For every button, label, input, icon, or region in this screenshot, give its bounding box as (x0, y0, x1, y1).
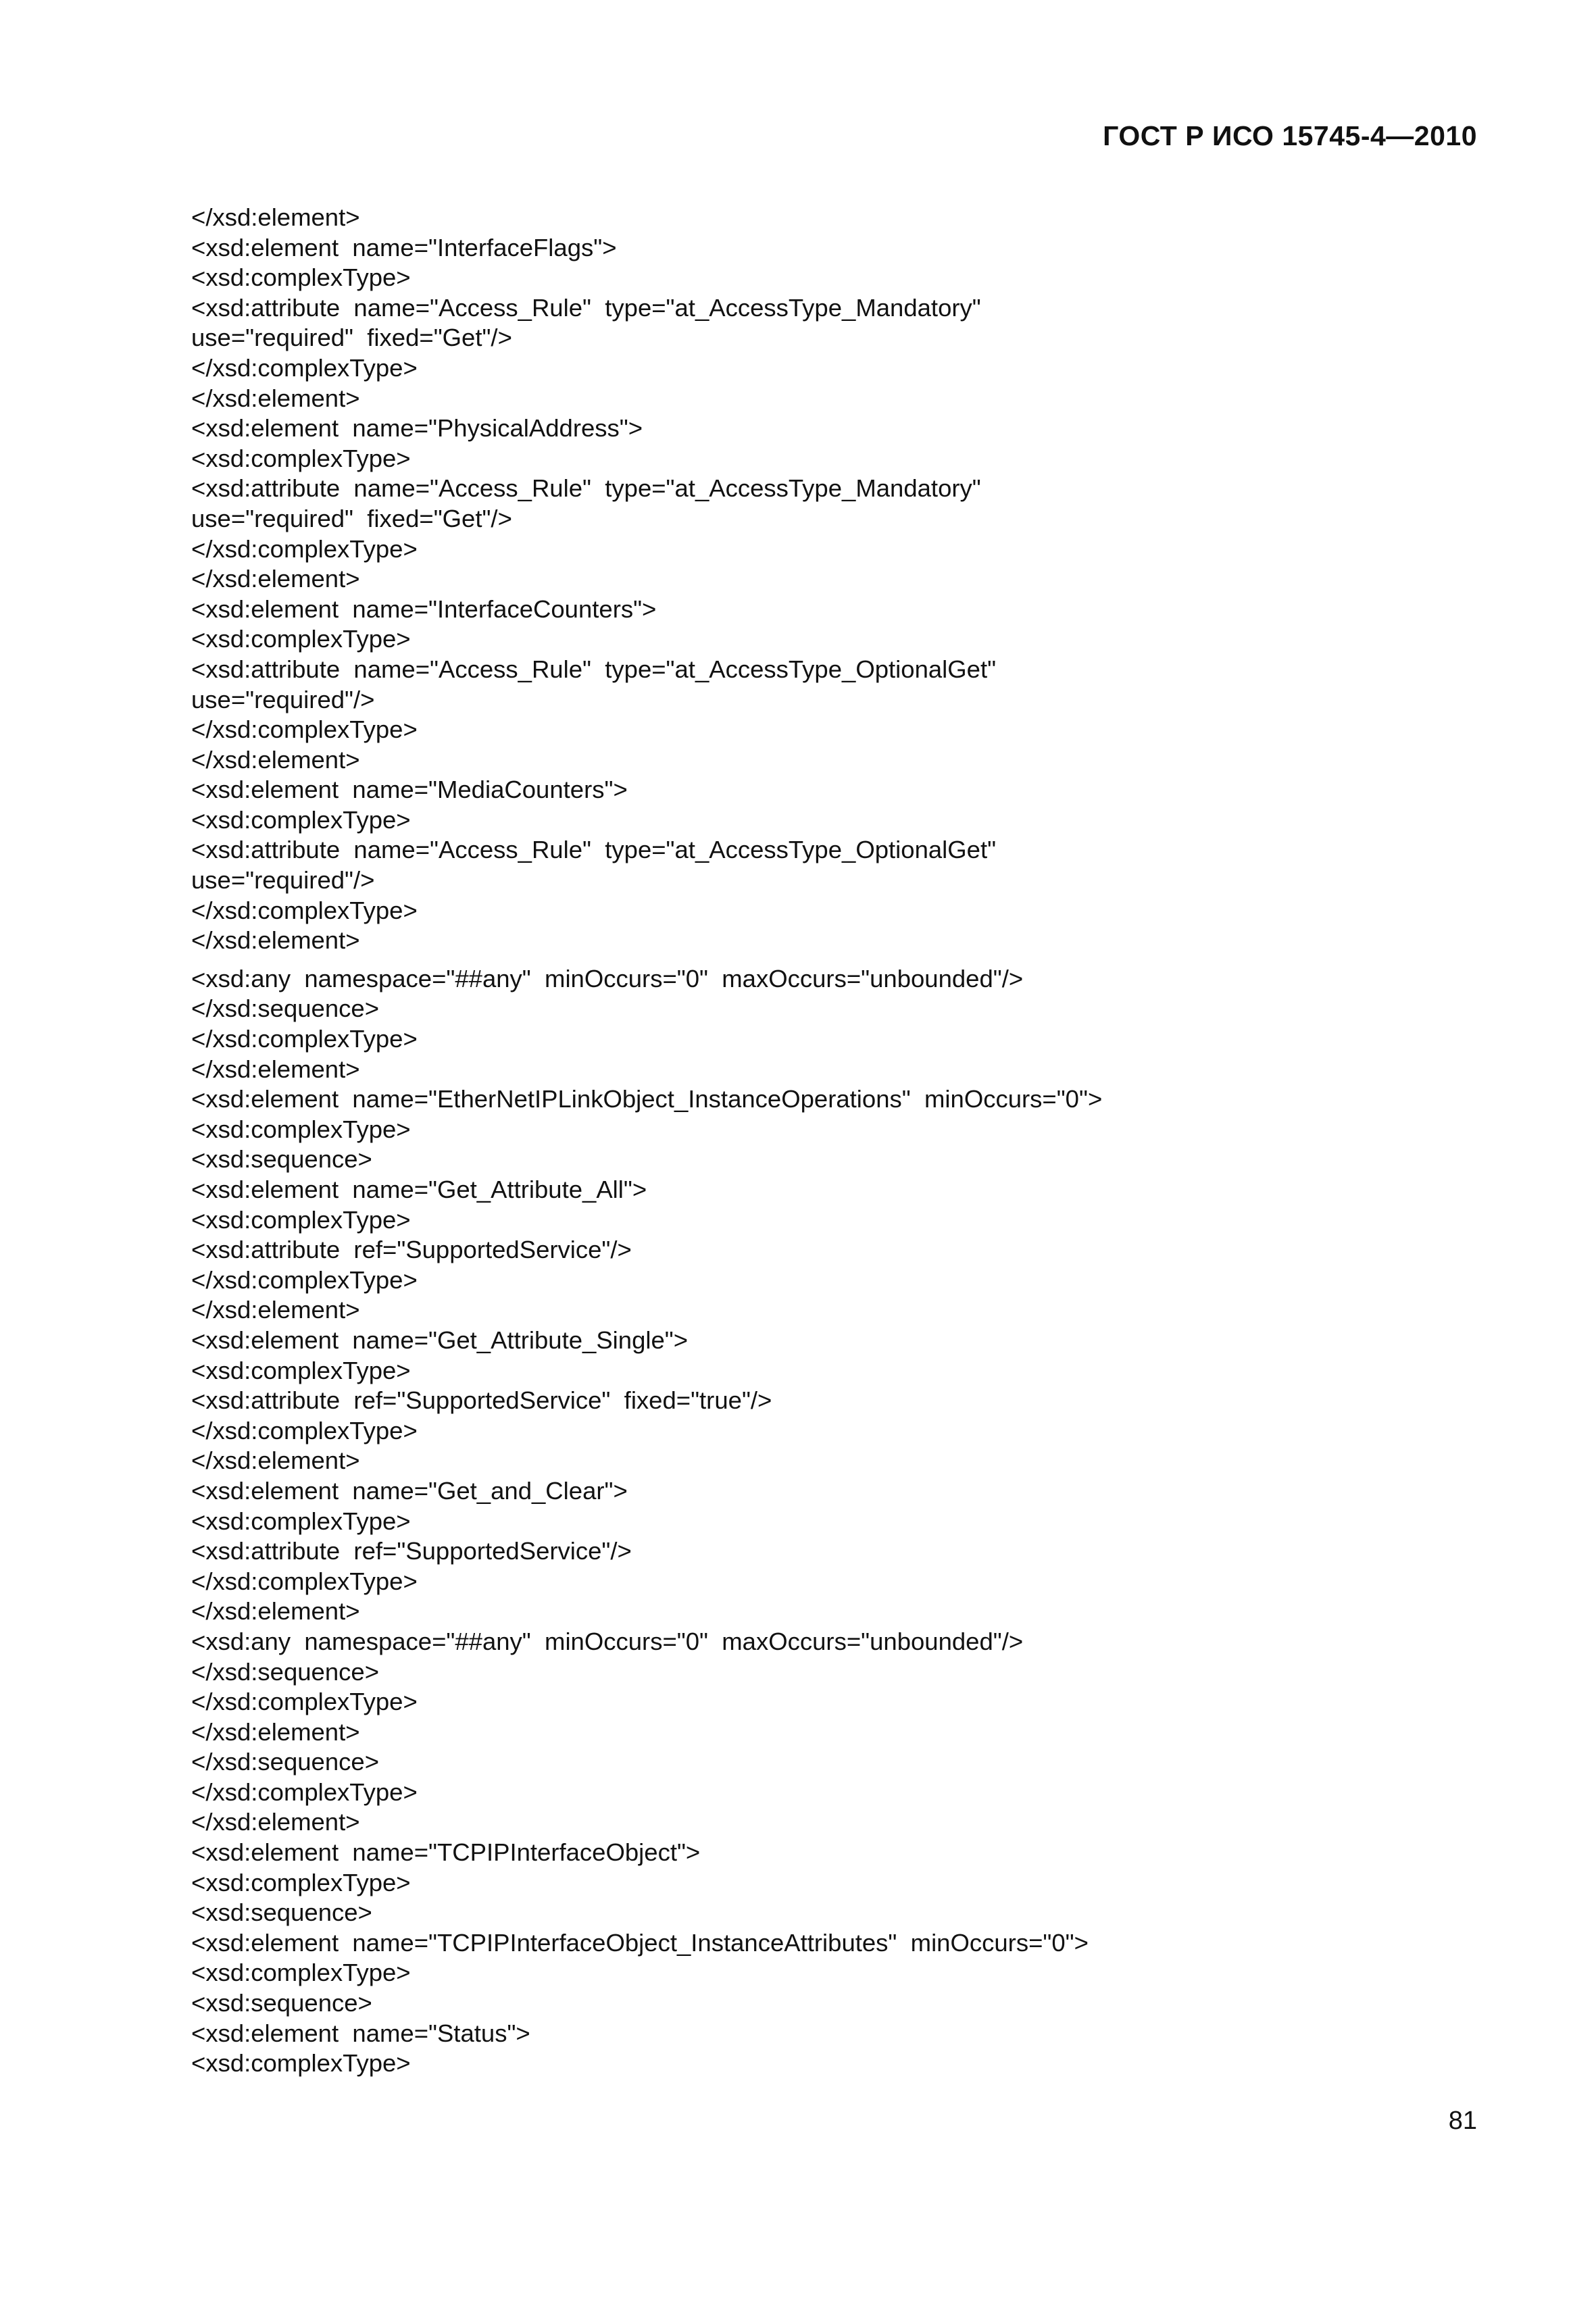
code-line: </xsd:complexType> (191, 1025, 418, 1053)
code-line: </xsd:element> (191, 1296, 360, 1324)
code-line: </xsd:sequence> (191, 1657, 380, 1686)
code-line: <xsd:sequence> (191, 1145, 372, 1174)
code-line: <xsd:complexType> (191, 1959, 411, 1987)
xsd-code-block (191, 203, 1475, 2079)
code-line: <xsd:complexType> (191, 805, 411, 834)
code-line: </xsd:complexType> (191, 1688, 418, 1716)
code-line: </xsd:complexType> (191, 1778, 418, 1806)
code-line: <xsd:complexType> (191, 625, 411, 653)
code-line: </xsd:element> (191, 384, 360, 412)
code-line: <xsd:attribute name="Access_Rule" type="at_AccessType_Mandatory" (191, 474, 981, 503)
code-line: </xsd:element> (191, 203, 360, 231)
code-gap (191, 956, 1475, 964)
code-line: use="required"/> (191, 866, 375, 895)
code-line: </xsd:element> (191, 745, 360, 774)
code-line: </xsd:sequence> (191, 995, 380, 1023)
code-line: </xsd:complexType> (191, 353, 418, 382)
code-line: <xsd:element name="Get_Attribute_All"> (191, 1176, 647, 1203)
code-line: <xsd:attribute name="Access_Rule" type="at_AccessType_Mandatory" (191, 293, 981, 322)
code-group-2 (191, 964, 1475, 2079)
code-line: <xsd:attribute ref="SupportedService" fixed="true"/> (191, 1386, 772, 1415)
code-line: use="required"/> (191, 685, 375, 713)
code-line: </xsd:element> (191, 1717, 360, 1746)
code-line: </xsd:element> (191, 1808, 360, 1836)
code-line: <xsd:attribute ref="SupportedService"/> (191, 1236, 632, 1264)
code-group-1 (191, 203, 1475, 956)
code-line: </xsd:complexType> (191, 1416, 418, 1444)
code-line: <xsd:any namespace="##any" minOccurs="0" maxOccurs="unbounded"/> (191, 1627, 1024, 1655)
code-line: <xsd:sequence> (191, 1898, 372, 1927)
code-line: <xsd:element name="InterfaceFlags"> (191, 233, 617, 261)
code-line: <xsd:complexType> (191, 1507, 411, 1535)
code-line: </xsd:element> (191, 926, 360, 955)
code-line: <xsd:attribute name="Access_Rule" type="at_AccessType_OptionalGet" (191, 836, 997, 864)
code-line: <xsd:complexType> (191, 2049, 411, 2078)
code-line: <xsd:element name="TCPIPInterfaceObject"> (191, 1838, 701, 1867)
code-line: <xsd:complexType> (191, 1115, 411, 1143)
code-line: <xsd:sequence> (191, 1989, 372, 2017)
code-line: use="required" fixed="Get"/> (191, 324, 512, 352)
code-line: <xsd:attribute ref="SupportedService"/> (191, 1537, 632, 1565)
code-line: <xsd:element name="Get_Attribute_Single"> (191, 1326, 689, 1354)
code-line: </xsd:complexType> (191, 534, 418, 563)
code-line: <xsd:attribute name="Access_Rule" type="at_AccessType_OptionalGet" (191, 655, 997, 683)
code-line: <xsd:element name="Get_and_Clear"> (191, 1476, 628, 1505)
code-line: <xsd:complexType> (191, 1356, 411, 1384)
code-line: <xsd:element name="InterfaceCounters"> (191, 595, 657, 623)
code-line: <xsd:complexType> (191, 1205, 411, 1234)
code-line: </xsd:element> (191, 1055, 360, 1083)
code-line: <xsd:element name="EtherNetIPLinkObject_InstanceOperations" minOccurs="0"> (191, 1085, 1103, 1113)
code-line: <xsd:complexType> (191, 1868, 411, 1896)
code-line: </xsd:sequence> (191, 1748, 380, 1776)
code-line: </xsd:complexType> (191, 715, 418, 744)
code-line: </xsd:complexType> (191, 1265, 418, 1294)
page-number: 81 (1448, 2107, 1477, 2135)
code-line: <xsd:element name="MediaCounters"> (191, 776, 628, 804)
code-line: <xsd:element name="TCPIPInterfaceObject_InstanceAttributes" minOccurs="0"> (191, 1928, 1089, 1957)
standard-header: ГОСТ Р ИСО 15745-4—2010 (1103, 120, 1477, 151)
code-line: <xsd:complexType> (191, 444, 411, 472)
code-line: use="required" fixed="Get"/> (191, 504, 512, 532)
code-line: </xsd:element> (191, 565, 360, 593)
code-line: <xsd:complexType> (191, 263, 411, 292)
code-line: </xsd:complexType> (191, 896, 418, 924)
code-line: </xsd:element> (191, 1597, 360, 1626)
code-line: <xsd:element name="PhysicalAddress"> (191, 414, 643, 443)
code-line: <xsd:element name="Status"> (191, 2019, 530, 2047)
code-line: </xsd:complexType> (191, 1567, 418, 1595)
code-line: <xsd:any namespace="##any" minOccurs="0" maxOccurs="unbounded"/> (191, 964, 1024, 992)
code-line: </xsd:element> (191, 1447, 360, 1475)
